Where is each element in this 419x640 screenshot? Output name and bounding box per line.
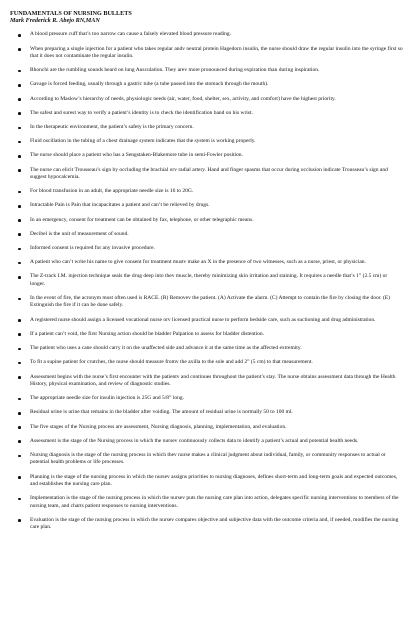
bullet-dot-icon: [18, 112, 21, 115]
bullet-dot-icon: [18, 476, 21, 479]
list-item-text: The appropriate needle size for insulin injection is 25G and 5/8” long.: [30, 395, 184, 402]
bullet-dot-icon: [18, 98, 21, 101]
list-item-text: Planning is the stage of the nursing process in which the nursev assigns priorities to nursing diagnoses, defines short-term and long-term goals and expected outcomes, and establishes the nursing care plan.: [30, 473, 398, 487]
bullet-dot-icon: [18, 155, 21, 158]
list-item: [30, 188, 403, 195]
bullet-list: [10, 31, 403, 531]
list-item-text: For blood transfusion in an adult, the appropriate needle size is 16 to 20G.: [30, 188, 194, 195]
list-item-text: Decibel is the unit of measurement of sound.: [30, 230, 129, 237]
list-item: [30, 124, 403, 131]
list-item-text: Rhonchi are the rumbling sounds heard on lung Ausculation. They arev more pronounced during expiration than during inspiration.: [30, 67, 320, 74]
list-item-text: If a patient can’t void, the first Nursing action should be bladder Palpation to assess for bladder distention.: [30, 330, 265, 337]
list-item: [30, 424, 403, 431]
bullet-dot-icon: [18, 519, 21, 522]
list-item: [30, 395, 403, 402]
list-item-text: In an emergency, consent for treatment can be obtained by fax, telephone, or other telegraphic means.: [30, 216, 254, 223]
list-item-text: A patient who can’t write his name to give consent for treatment mustv make an X in the presence of two witnesses, such as a nurse, priest, or physician.: [30, 259, 366, 266]
bullet-dot-icon: [18, 70, 21, 73]
bullet-dot-icon: [18, 248, 21, 251]
list-item-text: In the event of fire, the acronym most often used is RACE. (R) Removev the patient. (A) Activate the alarm. (C) Attempt to contain the fire by closing the door. (E) Extinguish the fire if it can be done safely.: [30, 295, 391, 309]
list-item: [30, 46, 403, 61]
list-item: [30, 96, 403, 103]
bullet-dot-icon: [18, 498, 21, 501]
list-item: [30, 374, 403, 389]
list-item: [30, 110, 403, 117]
list-item-text: Implementation is the stage of the nursing process in which the nursev puts the nursing care plan into action, delegates specific nursing interventions to members of the nursing team, and charts patient responses to nursing interventions.: [30, 495, 399, 509]
list-item: [30, 409, 403, 416]
list-item-text: The nurse should place a patient who has a Sengstaken-Blakemore tube in semi-Fowler position.: [30, 152, 243, 159]
list-item-text: Intractable Pain is Pain that incapacitates a patient and can’t be relieved by drugs.: [30, 202, 210, 209]
bullet-dot-icon: [18, 412, 21, 415]
bullet-dot-icon: [18, 376, 21, 379]
list-item-text: The Z-track I.M. injection technique seals the drug deep into thev muscle, thereby minimizing skin irritation and staining. It requires a needle that’s 1” (2.5 cm) or longer.: [30, 273, 388, 287]
list-item-text: Evaluation is the stage of the nursing process in which the nursev compares objective and subjective data with the outcome criteria and, if needed, modifies the nursing care plan.: [30, 516, 399, 531]
list-item-text: Informed consent is required for any invasive procedure.: [30, 245, 155, 252]
list-item: [30, 31, 403, 38]
bullet-dot-icon: [18, 455, 21, 458]
list-item: [30, 317, 403, 324]
list-item: [30, 474, 403, 489]
bullet-dot-icon: [18, 191, 21, 194]
list-item-text: Nursing diagnosis is the stage of the nursing process in which thev nurse makes a clinical judgment about individual, family, or community responses to actual or potential health problems or life processes.: [30, 451, 386, 466]
list-item: [30, 359, 403, 366]
list-item-text: The nurse can elicit Trousseau’s sign by occluding the brachial orv radial artery. Hand and finger spasms that occur during occlusion indicate Trousseau’s sign and suggest hypocalcemia.: [30, 166, 388, 181]
list-item: [30, 452, 403, 467]
bullet-dot-icon: [18, 426, 21, 429]
bullet-dot-icon: [18, 205, 21, 208]
bullet-dot-icon: [18, 262, 21, 265]
list-item-text: The safest and surest way to verify a patient’s identity is to check the identification band on his wrist.: [30, 109, 253, 116]
bullet-dot-icon: [18, 440, 21, 443]
bullet-dot-icon: [18, 169, 21, 172]
list-item: [30, 273, 403, 288]
list-item: [30, 138, 403, 145]
bullet-dot-icon: [18, 398, 21, 401]
list-item-text: To fit a supine patient for crutches, the nurse should measure fromv the axilla to the sole and add 2” (5 cm) to that measurement.: [30, 359, 313, 366]
bullet-dot-icon: [18, 298, 21, 301]
list-item: [30, 81, 403, 88]
list-item: [30, 231, 403, 238]
list-item-text: A blood pressure cuff that’s too narrow can cause a falsely elevated blood pressure reading.: [30, 31, 232, 38]
list-item-text: The five stages of the Nursing process are assessment, Nursing diagnosis, planning, implementation, and evaluation.: [30, 423, 287, 430]
bullet-dot-icon: [18, 219, 21, 222]
bullet-dot-icon: [18, 319, 21, 322]
list-item: [30, 202, 403, 209]
list-item: [30, 438, 403, 445]
document-author: Mark Frederick R. Abejo RN,MAN: [10, 17, 100, 25]
bullet-dot-icon: [18, 276, 21, 279]
list-item: [30, 217, 403, 224]
bullet-dot-icon: [18, 84, 21, 87]
list-item-text: In the therapeutic environment, the patient’s safety is the primary concern.: [30, 124, 194, 131]
document-title: FUNDAMENTALS OF NURSING BULLETS: [10, 10, 132, 17]
list-item: [30, 331, 403, 338]
list-item-text: Fluid oscillation in the tubing of a chest drainage system indicates that the system is working properly.: [30, 138, 256, 145]
list-item-text: Assessment begins with the nurse’s first encounter with the patientv and continues throughout the patient’s stay. The nurse obtains assessment data through the Health History, physical examination, and review of diagnostic studies.: [30, 373, 396, 387]
bullet-dot-icon: [18, 34, 21, 37]
list-item: [30, 517, 403, 532]
bullet-dot-icon: [18, 333, 21, 336]
list-item: [30, 259, 403, 266]
list-item-text: A registered nurse should assign a licensed vocational nurse orv licensed practical nurse to perform bedside care, such as suctioning and drug administration.: [30, 316, 376, 323]
bullet-dot-icon: [18, 362, 21, 365]
list-item: [30, 495, 403, 510]
bullet-dot-icon: [18, 233, 21, 236]
list-item: [30, 345, 403, 352]
bullet-dot-icon: [18, 348, 21, 351]
list-item-text: Assessment is the stage of the Nursing process in which the nursev continuously collects data to identify a patient’s actual and potential health needs.: [30, 437, 359, 444]
list-item-text: Gavage is forced feeding, usually through a gastric tube (a tube passed into the stomach through the mouth).: [30, 81, 269, 88]
bullet-dot-icon: [18, 48, 21, 51]
list-item-text: According to Maslow’s hierarchy of needs, physiologic needs (air, water, food, shelter, sex, activity, and comfort) have the highest priority.: [30, 95, 336, 102]
list-item-text: The patient who uses a cane should carry it on the unaffected side and advance it at the same time as the affected extremity.: [30, 345, 302, 352]
list-item-text: When preparing a single injection for a patient who takes regular andv neutral protein Hagedorn insulin, the nurse should draw the regular insulin into the syringe first so that it does not contaminate the regular insulin.: [30, 45, 403, 60]
list-item-text: Residual urine is urine that remains in the bladder after voiding. The amount of residual urine is normally 50 to 100 ml.: [30, 409, 293, 416]
bullet-dot-icon: [18, 127, 21, 130]
list-item: [30, 245, 403, 252]
bullet-dot-icon: [18, 141, 21, 144]
list-item: [30, 152, 403, 159]
list-item: [30, 167, 403, 182]
list-item: [30, 67, 403, 74]
list-item: [30, 295, 403, 310]
